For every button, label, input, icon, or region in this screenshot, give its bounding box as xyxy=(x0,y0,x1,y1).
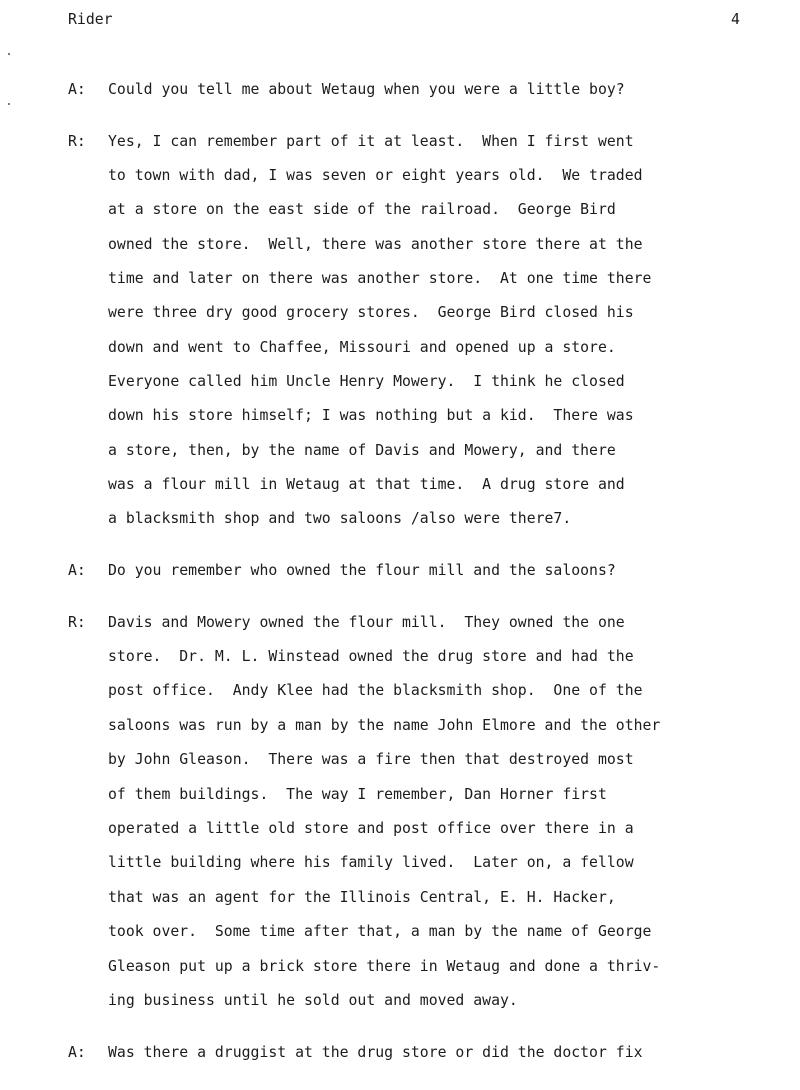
scan-speck xyxy=(8,103,10,105)
page-number: 4 xyxy=(731,11,740,28)
text-line: down his store himself; I was nothing but a kid. There was xyxy=(108,407,634,424)
text-line: little building where his family lived. Later on, a fellow xyxy=(108,854,634,871)
text-line: were three dry good grocery stores. George Bird closed his xyxy=(108,304,634,321)
text-line: of them buildings. The way I remember, Dan Horner first xyxy=(108,786,607,803)
text-line: store. Dr. M. L. Winstead owned the drug store and had the xyxy=(108,648,634,665)
text-line: Do you remember who owned the flour mill and the saloons? xyxy=(108,562,616,579)
speaker-label: A: xyxy=(68,562,86,579)
text-line: time and later on there was another store. At one time there xyxy=(108,270,652,287)
text-line: to town with dad, I was seven or eight years old. We traded xyxy=(108,167,643,184)
text-line: Gleason put up a brick store there in Wetaug and done a thriv- xyxy=(108,958,661,975)
text-line: a blacksmith shop and two saloons /also were there7. xyxy=(108,510,572,527)
text-line: post office. Andy Klee had the blacksmith shop. One of the xyxy=(108,682,643,699)
text-line: operated a little old store and post office over there in a xyxy=(108,820,634,837)
text-line: Was there a druggist at the drug store or did the doctor fix xyxy=(108,1044,643,1061)
text-line: took over. Some time after that, a man by the name of George xyxy=(108,923,652,940)
text-line: saloons was run by a man by the name John Elmore and the other xyxy=(108,717,661,734)
text-line: Davis and Mowery owned the flour mill. They owned the one xyxy=(108,614,625,631)
text-line: a store, then, by the name of Davis and Mowery, and there xyxy=(108,442,616,459)
text-line: ing business until he sold out and moved away. xyxy=(108,992,518,1009)
scan-speck xyxy=(8,53,10,55)
text-line: Yes, I can remember part of it at least. When I first went xyxy=(108,133,634,150)
text-line: Everyone called him Uncle Henry Mowery. I think he closed xyxy=(108,373,625,390)
page-header-name: Rider xyxy=(68,11,113,28)
text-line: Could you tell me about Wetaug when you were a little boy? xyxy=(108,81,625,98)
speaker-label: R: xyxy=(68,614,86,631)
text-line: by John Gleason. There was a fire then that destroyed most xyxy=(108,751,634,768)
text-line: at a store on the east side of the railroad. George Bird xyxy=(108,201,616,218)
text-line: was a flour mill in Wetaug at that time. A drug store and xyxy=(108,476,625,493)
speaker-label: A: xyxy=(68,81,86,98)
text-line: that was an agent for the Illinois Central, E. H. Hacker, xyxy=(108,889,616,906)
speaker-label: R: xyxy=(68,133,86,150)
text-line: down and went to Chaffee, Missouri and opened up a store. xyxy=(108,339,616,356)
text-line: owned the store. Well, there was another store there at the xyxy=(108,236,643,253)
speaker-label: A: xyxy=(68,1044,86,1061)
